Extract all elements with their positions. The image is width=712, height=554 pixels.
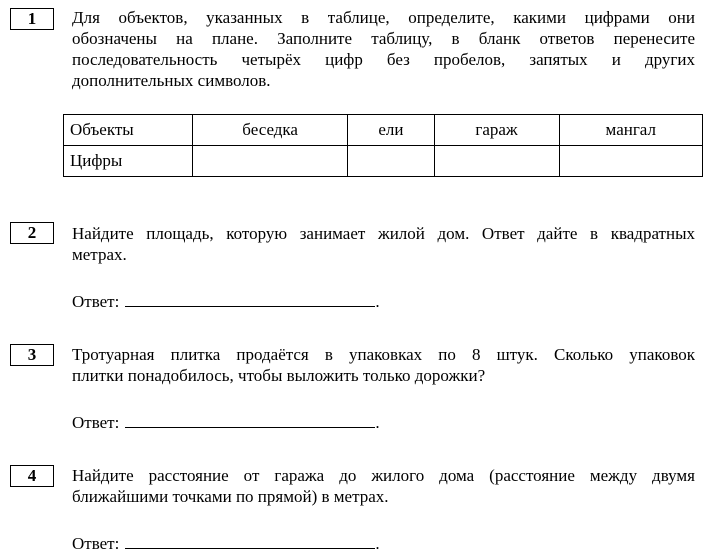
task-number-4: 4 [10,465,54,487]
task-1-line: обозначены на плане. Заполните таблицу, в бланк ответов перенесите [72,29,695,48]
task-3-line: плитки понадобилось, чтобы выложить только дорожки? [72,366,486,385]
object-cell: ели [348,115,434,146]
digit-input-cell[interactable] [348,146,434,177]
answer-blank[interactable] [125,410,375,428]
object-cell: гараж [434,115,559,146]
digit-input-cell[interactable] [193,146,348,177]
answer-blank[interactable] [125,531,375,549]
answer-end: . [375,534,380,553]
objects-table [63,114,703,177]
answer-label: Ответ: [72,413,120,432]
answer-end: . [375,413,380,432]
task-1-line: дополнительных символов. [72,71,271,90]
answer-line-4 [72,531,380,554]
object-cell: беседка [193,115,348,146]
object-cell: мангал [559,115,702,146]
task-text-4 [72,465,695,507]
answer-label: Ответ: [72,292,120,311]
row-header-digits: Цифры [64,146,193,177]
task-number-3: 3 [10,344,54,366]
answer-blank[interactable] [125,289,375,307]
task-3-line: Тротуарная плитка продаётся в упаковках по 8 штук. Сколько упаковок [72,345,695,364]
answer-label: Ответ: [72,534,120,553]
digit-input-cell[interactable] [559,146,702,177]
task-1-line: Для объектов, указанных в таблице, определите, какими цифрами они [72,8,695,27]
answer-line-3 [72,410,380,433]
digit-input-cell[interactable] [434,146,559,177]
table-row-objects [64,115,703,146]
answer-line-2 [72,289,380,312]
row-header-objects: Объекты [64,115,193,146]
task-2-line: метрах. [72,245,127,264]
task-4-line: Найдите расстояние от гаража до жилого дома (расстояние между двумя [72,466,695,485]
task-number-2: 2 [10,222,54,244]
task-text-2 [72,223,695,265]
task-text-1 [72,7,695,91]
task-number-1: 1 [10,8,54,30]
answer-end: . [375,292,380,311]
task-1-line: последовательность четырёх цифр без пробелов, запятых и других [72,50,695,69]
task-4-line: ближайшими точками по прямой) в метрах. [72,487,389,506]
task-2-line: Найдите площадь, которую занимает жилой дом. Ответ дайте в квадратных [72,224,695,243]
task-text-3 [72,344,695,386]
table-row-digits [64,146,703,177]
